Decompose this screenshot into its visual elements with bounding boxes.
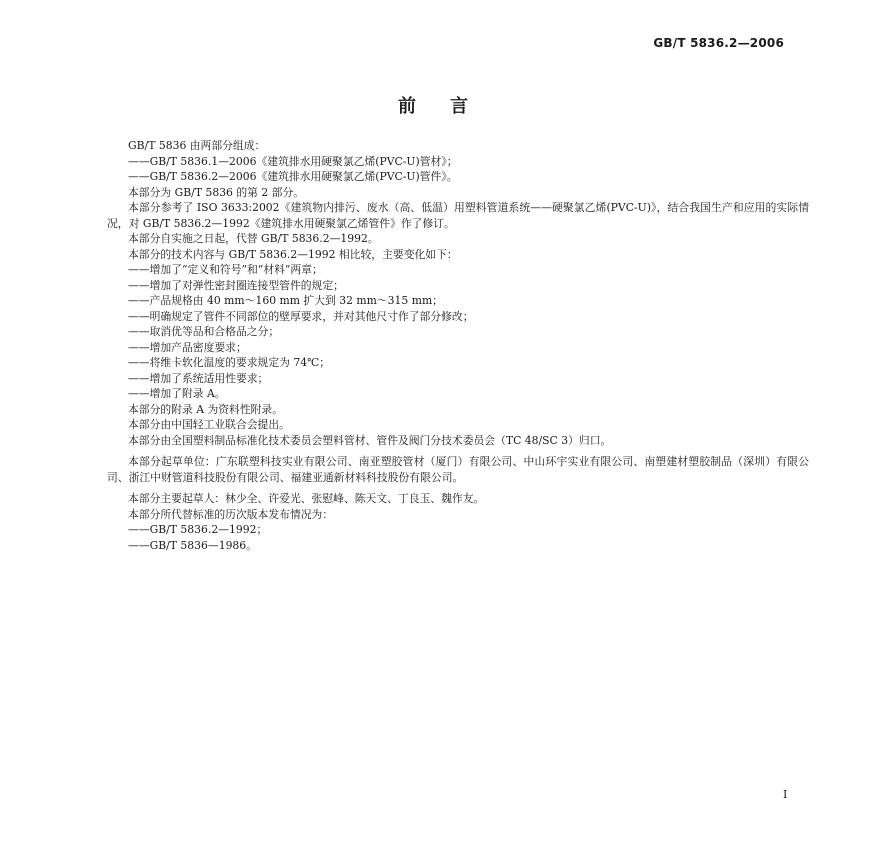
- paragraph-drafting-units: 本部分起草单位：广东联塑科技实业有限公司、南亚塑胶管材（厦门）有限公司、中山环宇实业有限公司、南塑建材塑胶制品（深圳）有限公司、浙江中财管道科技股份有限公司、福建亚通新材料科技股份有限公司。: [107, 455, 809, 484]
- paragraph-drafters: 本部分主要起草人：林少全、许爱光、张慰峰、陈天文、丁良玉、魏作友。: [128, 492, 485, 505]
- history-item: ——GB/T 5836.2—1992；: [128, 523, 268, 536]
- paragraph-replaces: 本部分自实施之日起，代替 GB/T 5836.2—1992。: [128, 232, 379, 245]
- change-item: ——增加了附录 A。: [128, 387, 226, 400]
- change-item: ——明确规定了管件不同部位的壁厚要求，并对其他尺寸作了部分修改；: [128, 309, 474, 323]
- paragraph-part-number: 本部分为 GB/T 5836 的第 2 部分。: [128, 185, 305, 199]
- change-item: ——增加了“定义和符号”和“材料”两章；: [128, 263, 323, 276]
- paragraph-reference: 本部分参考了 ISO 3633:2002《建筑物内排污、废水（高、低温）用塑料管道系统——硬聚氯乙烯(PVC-U)》，结合我国生产和应用的实际情况，对 GB/T 5836.2—1992《建筑排水用硬聚氯乙烯管件》作了修订。: [107, 201, 809, 230]
- change-item: ——增加产品密度要求；: [128, 340, 247, 354]
- paragraph-committee: 本部分由全国塑料制品标准化技术委员会塑料管材、管件及阀门分技术委员会（TC 48/SC 3）归口。: [128, 433, 612, 447]
- list-item-part-1: ——GB/T 5836.1—2006《建筑排水用硬聚氯乙烯(PVC-U)管材》；: [128, 154, 458, 168]
- page-title: 前言: [398, 96, 502, 117]
- paragraph-annex: 本部分的附录 A 为资料性附录。: [128, 402, 284, 416]
- paragraph-changes-intro: 本部分的技术内容与 GB/T 5836.2—1992 相比较，主要变化如下：: [128, 247, 458, 261]
- change-item: ——取消优等品和合格品之分；: [128, 325, 280, 338]
- standard-number: GB/T 5836.2—2006: [653, 36, 784, 50]
- page-number: I: [783, 788, 788, 801]
- change-item: ——将维卡软化温度的要求规定为 74℃；: [128, 356, 330, 369]
- change-item: ——产品规格由 40 mm～160 mm 扩大到 32 mm～315 mm；: [128, 294, 443, 307]
- paragraph-composition: GB/T 5836 由两部分组成：: [128, 139, 266, 152]
- list-item-part-2: ——GB/T 5836.2—2006《建筑排水用硬聚氯乙烯(PVC-U)管件》。: [128, 170, 458, 183]
- paragraph-history-intro: 本部分所代替标准的历次版本发布情况为：: [128, 507, 334, 521]
- change-item: ——增加了系统适用性要求；: [128, 371, 269, 385]
- paragraph-proposer: 本部分由中国轻工业联合会提出。: [128, 418, 290, 431]
- history-item: ——GB/T 5836—1986。: [128, 538, 257, 552]
- foreword-body: [107, 138, 809, 553]
- change-item: ——增加了对弹性密封圈连接型管件的规定；: [128, 278, 344, 292]
